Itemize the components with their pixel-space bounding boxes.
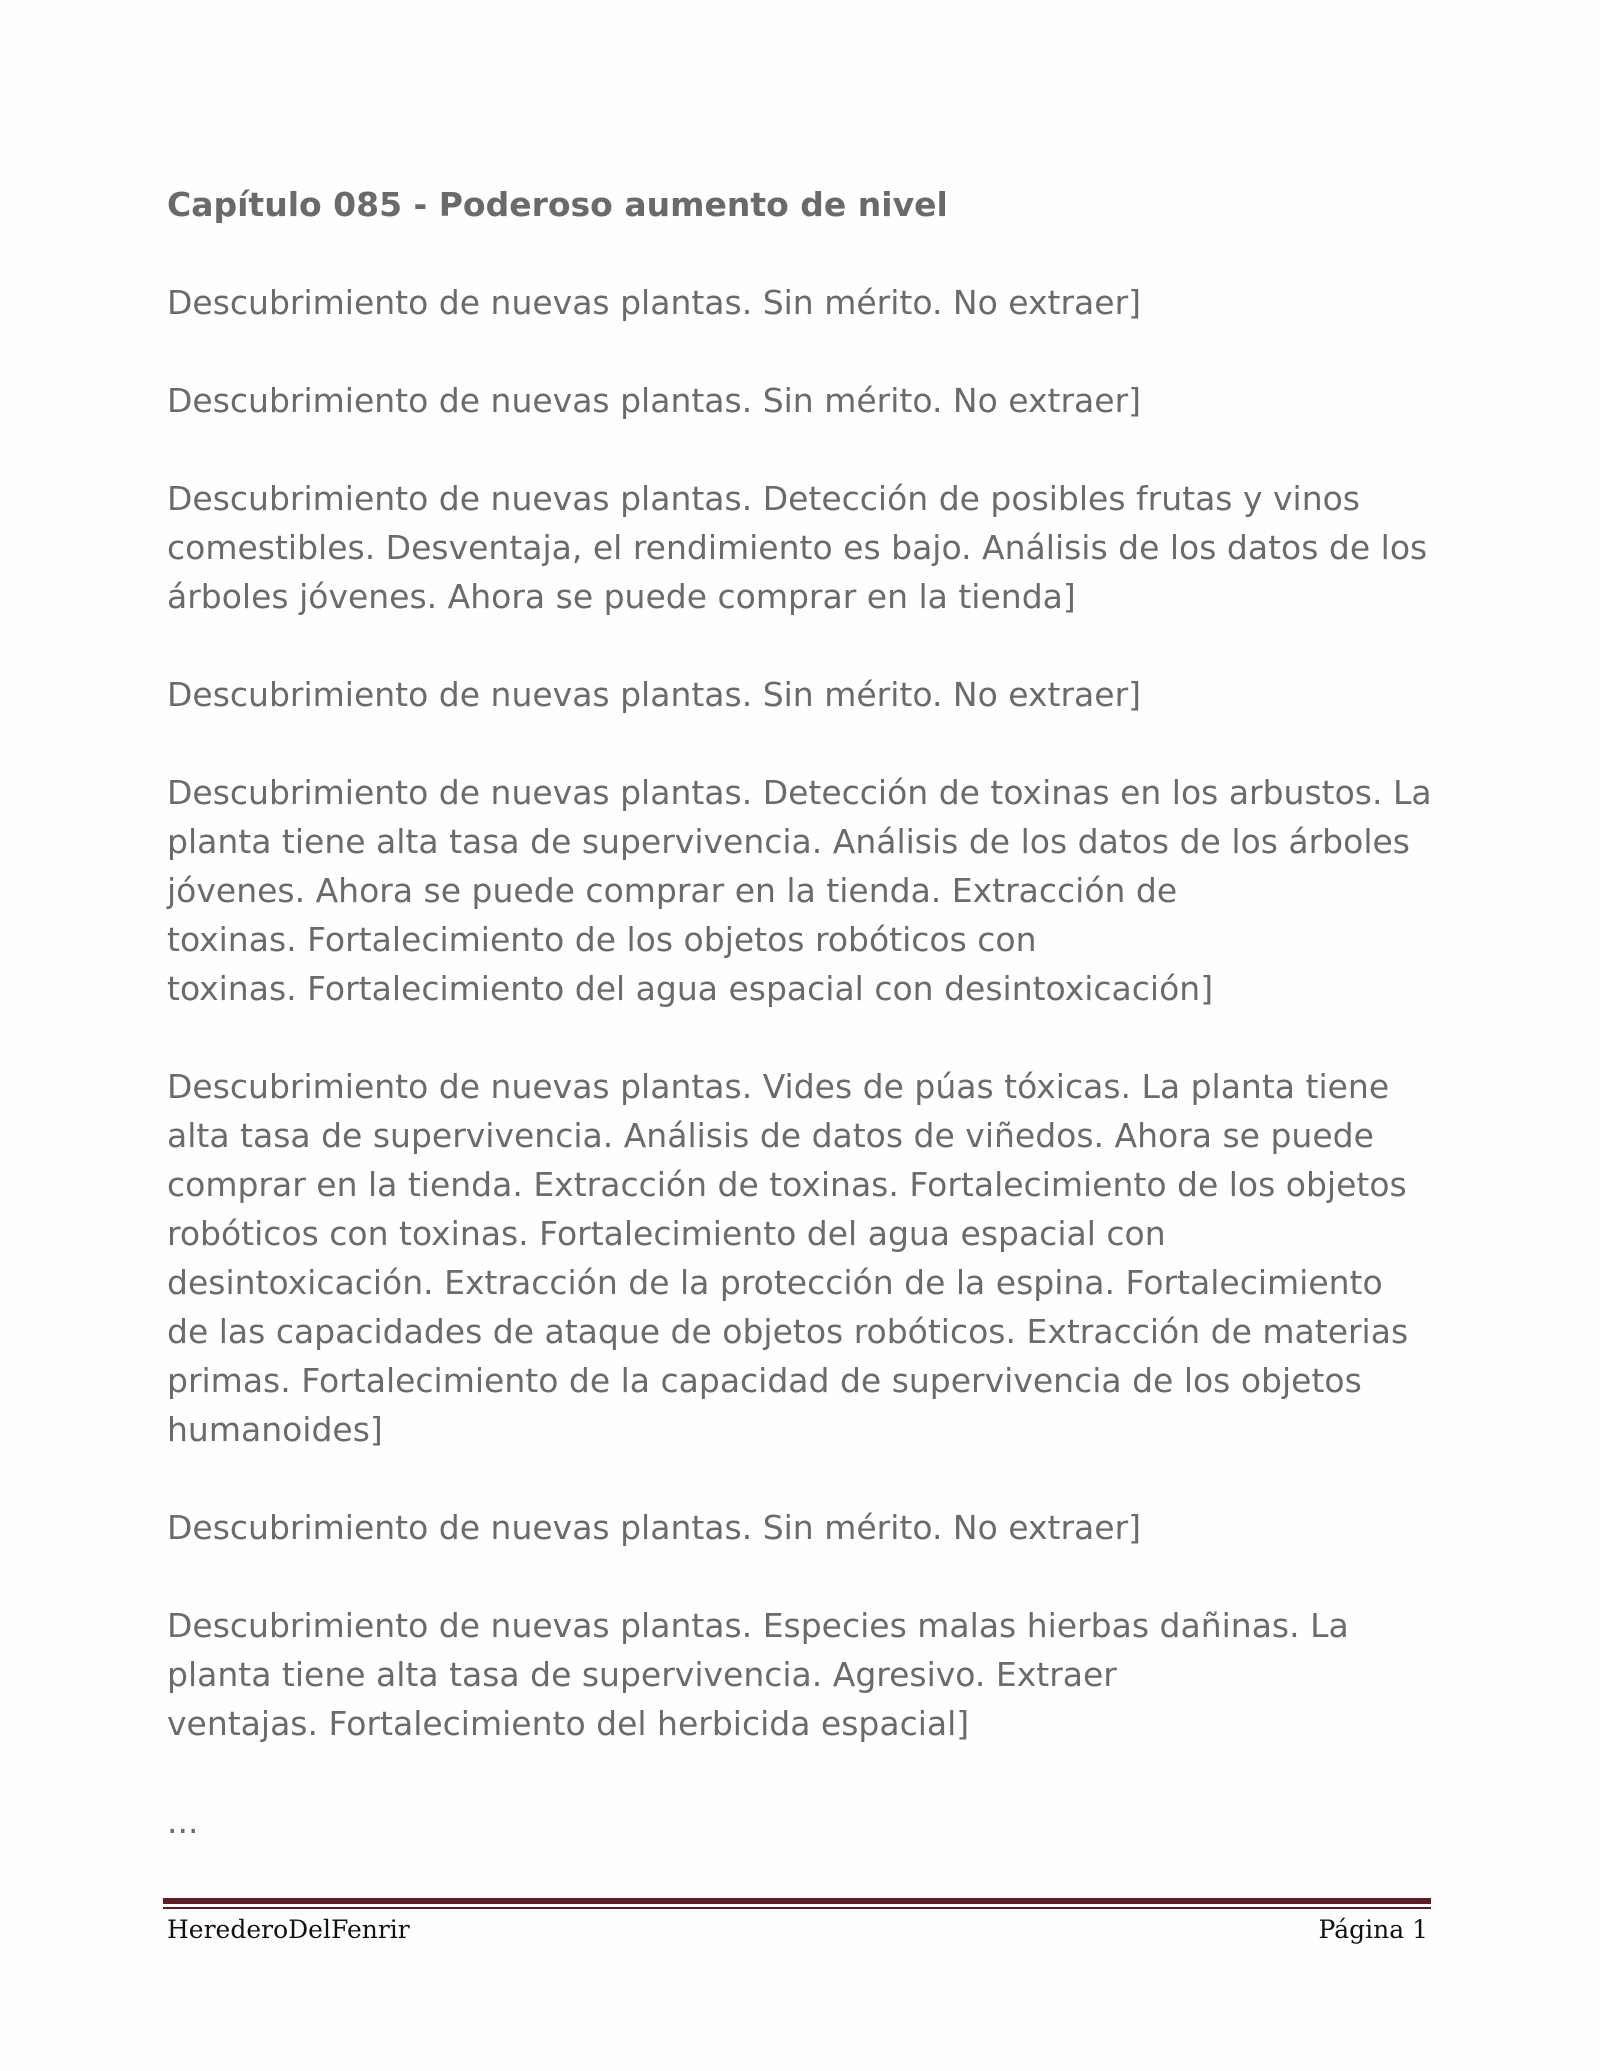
paragraph: Descubrimiento de nuevas plantas. Sin mérito. No extraer] bbox=[167, 381, 1142, 420]
footer-page-number: Página 1 bbox=[1318, 1915, 1428, 1944]
footer-rule-thick bbox=[163, 1898, 1431, 1904]
footer-rule-thin bbox=[163, 1907, 1431, 1909]
paragraph: Descubrimiento de nuevas plantas. Detección de posibles frutas y vinos comestibles. Desventaja, el rendimiento es bajo. Análisis de los datos de los árboles jóvenes. Ahora se puede comprar en la tienda] bbox=[167, 479, 1428, 616]
paragraph: Descubrimiento de nuevas plantas. Sin mérito. No extraer] bbox=[167, 283, 1142, 322]
page-content bbox=[167, 180, 1437, 1846]
paragraph: Descubrimiento de nuevas plantas. Sin mérito. No extraer] bbox=[167, 1508, 1142, 1547]
paragraph: Descubrimiento de nuevas plantas. Detección de toxinas en los arbustos. La planta tiene alta tasa de supervivencia. Análisis de los datos de los árboles jóvenes. Ahora se puede comprar en la tienda. Extracción de toxinas. Fortalecimiento de los objetos robóticos con toxinas. Fortalecimiento del agua espacial con desintoxicación] bbox=[167, 773, 1432, 1008]
chapter-title: Capítulo 085 - Poderoso aumento de nivel bbox=[167, 185, 948, 224]
paragraph: Descubrimiento de nuevas plantas. Vides de púas tóxicas. La planta tiene alta tasa de supervivencia. Análisis de datos de viñedos. Ahora se puede comprar en la tienda. Extracción de toxinas. Fortalecimiento de los objetos robóticos con toxinas. Fortalecimiento del agua espacial con desintoxicación. Extracción de la protección de la espina. Fortalecimiento de las capacidades de ataque de objetos robóticos. Extracción de materias primas. Fortalecimiento de la capacidad de supervivencia de los objetos humanoides] bbox=[167, 1067, 1409, 1449]
ellipsis: ... bbox=[167, 1802, 199, 1841]
paragraph: Descubrimiento de nuevas plantas. Especies malas hierbas dañinas. La planta tiene alta tasa de supervivencia. Agresivo. Extraer ventajas. Fortalecimiento del herbicida espacial] bbox=[167, 1606, 1349, 1743]
footer-author: HerederoDelFenrir bbox=[167, 1915, 410, 1944]
paragraph: Descubrimiento de nuevas plantas. Sin mérito. No extraer] bbox=[167, 675, 1142, 714]
